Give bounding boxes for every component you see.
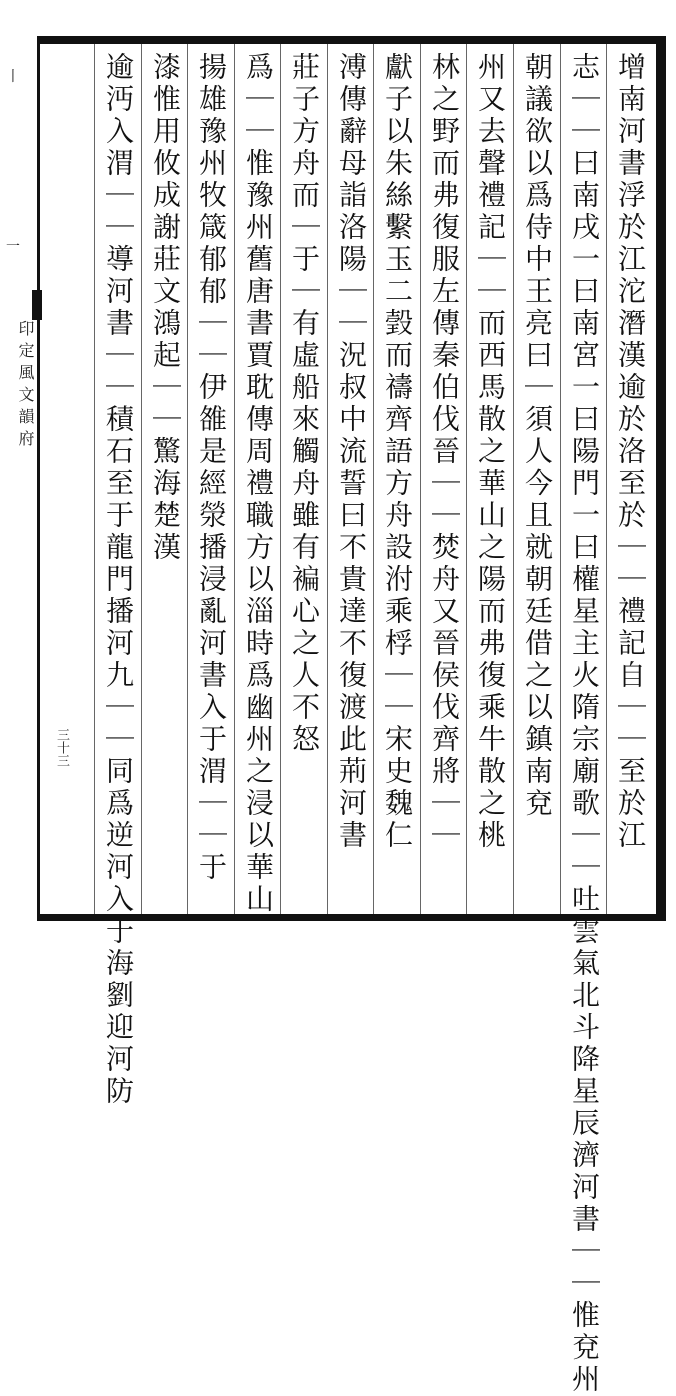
text-column xyxy=(191,52,231,912)
margin-mark: 一 xyxy=(6,239,20,255)
column-text: 溥傳辭母詣洛陽｜｜況叔中流誓曰不貴達不復渡此荊河書 xyxy=(335,52,368,852)
text-column xyxy=(145,52,185,912)
column-rule xyxy=(466,44,467,914)
column-rule xyxy=(560,44,561,914)
text-column xyxy=(377,52,417,912)
column-rule xyxy=(94,44,95,914)
margin-mark: 丨 xyxy=(6,69,20,85)
frame-left-border xyxy=(37,36,40,921)
column-text: 獻子以朱絲繫玉二瑴而禱齊語方舟設泭乘桴｜｜宋史魏仁 xyxy=(381,52,414,852)
column-text: 增南河書浮於江沱潛漢逾於洛至於｜｜禮記自｜｜至於江 xyxy=(614,52,647,852)
column-text: 漆惟用攸成謝莊文鴻起｜｜驚海楚漢 xyxy=(149,52,182,564)
text-column xyxy=(331,52,371,912)
column-text: 莊子方舟而｜于｜有虛船來觸舟雖有褊心之人不怒 xyxy=(288,52,321,756)
column-text: 揚雄豫州牧箴郁郁｜｜伊雒是經滎播浸亂河書入于渭｜｜于 xyxy=(195,52,228,884)
text-column xyxy=(284,52,324,912)
column-rule xyxy=(187,44,188,914)
column-rule xyxy=(327,44,328,914)
text-column xyxy=(564,52,604,1396)
column-text: 朝議欲以爲侍中王亮曰｜須人今且就朝廷借之以鎮南兗 xyxy=(521,52,554,820)
column-rule xyxy=(373,44,374,914)
text-column xyxy=(52,52,92,712)
text-column xyxy=(238,52,278,916)
column-rule xyxy=(280,44,281,914)
text-column xyxy=(470,52,510,912)
text-column xyxy=(610,52,650,912)
column-rule xyxy=(513,44,514,914)
column-text: 逾沔入渭｜｜導河書｜｜積石至于龍門播河九｜｜同爲逆河入于海劉迎河防 xyxy=(102,52,135,1108)
column-text: 志｜｜曰南戌一曰南宮一曰陽門一曰權星主火隋宗廟歌｜｜吐雲氣北斗降星辰濟河書｜｜惟兗州 xyxy=(568,52,601,1396)
column-rule xyxy=(606,44,607,914)
column-text: 州又去聲禮記｜｜而西馬散之華山之陽而弗復乘牛散之桃 xyxy=(474,52,507,852)
column-rule xyxy=(420,44,421,914)
column-rule xyxy=(141,44,142,914)
page-number: 三十三 xyxy=(54,728,69,767)
column-rule xyxy=(234,44,235,914)
text-column xyxy=(517,52,557,912)
column-text: 林之野而弗復服左傳秦伯伐晉｜｜焚舟又晉侯伐齊將｜｜ xyxy=(428,52,461,852)
margin-side-text: 印定風文韻府 xyxy=(16,320,35,452)
text-column xyxy=(98,52,138,1108)
frame-right-border xyxy=(656,36,666,921)
left-margin xyxy=(0,36,37,921)
column-text: 爲｜｜惟豫州舊唐書賈耽傳周禮職方以淄時爲幽州之浸以華山 xyxy=(242,52,275,916)
text-column xyxy=(424,52,464,912)
frame-top-border xyxy=(37,36,666,44)
